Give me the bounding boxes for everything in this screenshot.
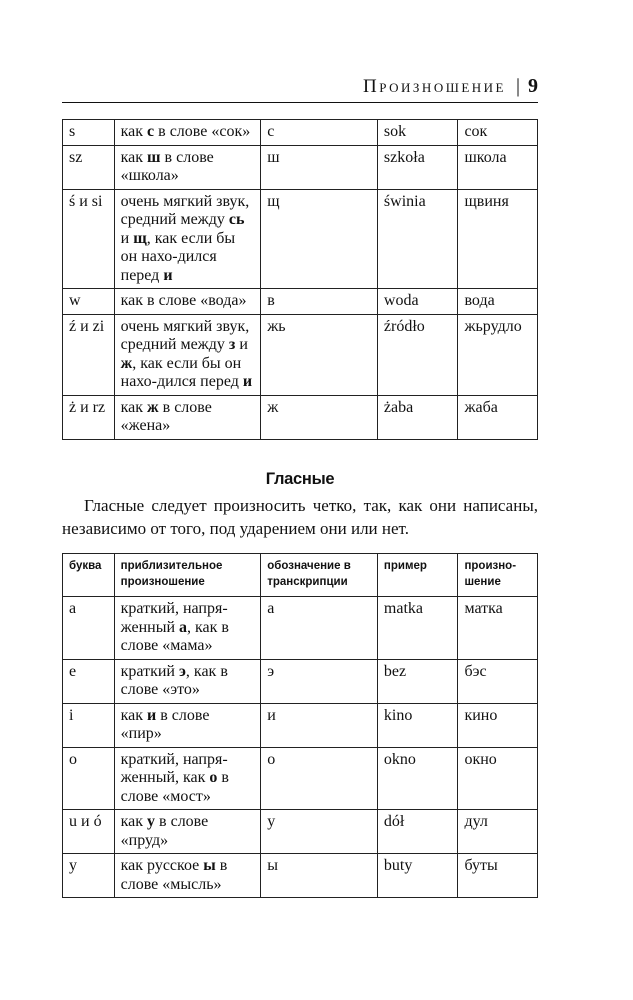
text-segment: в слове «пруд» <box>120 813 209 849</box>
pronunciation-cell <box>114 189 261 289</box>
vowel-row <box>63 597 538 660</box>
consonant-row <box>63 289 538 315</box>
pronunciation-cell <box>114 703 261 747</box>
bold-letter: и <box>242 373 253 390</box>
bold-letter: с <box>147 123 155 140</box>
pronunciation-cell <box>114 747 261 810</box>
pronunciation-cell <box>114 597 261 660</box>
bold-letter: ш <box>147 148 161 166</box>
pronunciation-cell <box>114 810 261 854</box>
text-segment: как русское <box>120 857 204 874</box>
letter-cell: u и ó <box>63 810 115 854</box>
transcription-cell: э <box>261 659 378 703</box>
text-segment: как в слове «вода» <box>120 292 247 309</box>
letter-cell: i <box>63 703 115 747</box>
text-segment: в слове «школа» <box>120 148 214 184</box>
consonants-table <box>62 119 538 440</box>
transcription-cell: у <box>261 810 378 854</box>
text-segment: как <box>120 706 148 724</box>
header-reading: произно-шение <box>458 554 538 597</box>
running-header-separator: | <box>515 75 520 97</box>
example-cell: źródło <box>377 314 458 395</box>
example-cell: woda <box>377 289 458 315</box>
text-segment: , как в слове «это» <box>120 662 228 698</box>
letter-cell: ż и rz <box>63 395 115 439</box>
bold-letter: ы <box>203 857 216 874</box>
text-segment: в слове «пир» <box>120 706 210 742</box>
reading-cell: щвиня <box>458 189 538 289</box>
transcription-cell: ш <box>261 145 378 189</box>
letter-cell: a <box>63 597 115 660</box>
vowels-heading: Гласные <box>265 470 335 488</box>
vowel-row <box>63 703 538 747</box>
vowels-intro-paragraph: Гласные следует произносить четко, так, как они написаны, независимо от того, под ударением они или нет. <box>62 496 538 538</box>
transcription-cell: с <box>261 120 378 146</box>
text-segment: , как если бы он нахо-дился перед <box>120 229 236 284</box>
example-cell: okno <box>377 747 458 810</box>
letter-cell: s <box>63 120 115 146</box>
reading-cell: матка <box>458 597 538 660</box>
transcription-cell: и <box>261 703 378 747</box>
text-segment: в слове «жена» <box>120 398 212 434</box>
consonant-row <box>63 120 538 146</box>
text-segment: очень мягкий звук, средний между <box>120 317 250 353</box>
vowels-table <box>62 553 538 898</box>
text-segment: , как если бы он нахо-дился перед <box>120 354 243 390</box>
bold-letter: у <box>147 813 156 830</box>
text-segment: и <box>235 336 248 353</box>
transcription-cell: ы <box>261 854 378 898</box>
reading-cell: окно <box>458 747 538 810</box>
vowel-row <box>63 659 538 703</box>
bold-letter: щ <box>133 229 147 247</box>
bold-letter: ж <box>147 398 159 416</box>
bold-letter: сь <box>228 211 245 228</box>
bold-letter: э <box>178 662 186 680</box>
letter-cell: y <box>63 854 115 898</box>
example-cell: kino <box>377 703 458 747</box>
reading-cell: дул <box>458 810 538 854</box>
text-segment: как <box>120 813 148 830</box>
vowels-header-row <box>63 554 538 597</box>
reading-cell: сок <box>458 120 538 146</box>
running-header-title: Произношение <box>363 76 506 97</box>
transcription-cell: ж <box>261 395 378 439</box>
vowel-row <box>63 810 538 854</box>
letter-cell: e <box>63 659 115 703</box>
reading-cell: жаба <box>458 395 538 439</box>
bold-letter: а <box>179 618 188 636</box>
reading-cell: школа <box>458 145 538 189</box>
header-letter: буква <box>63 554 115 597</box>
transcription-cell: в <box>261 289 378 315</box>
pronunciation-cell <box>114 395 261 439</box>
transcription-cell: жь <box>261 314 378 395</box>
letter-cell: ś и si <box>63 189 115 289</box>
transcription-cell: щ <box>261 189 378 289</box>
example-cell: świnia <box>377 189 458 289</box>
text-segment: и <box>120 229 134 247</box>
letter-cell: sz <box>63 145 115 189</box>
pronunciation-cell <box>114 314 261 395</box>
pronunciation-cell <box>114 854 261 898</box>
reading-cell: бэс <box>458 659 538 703</box>
header-pronunciation: приблизительное произношение <box>114 554 261 597</box>
text-segment: очень мягкий звук, средний между <box>120 192 250 228</box>
vowel-row <box>63 747 538 810</box>
text-segment: как <box>120 148 148 166</box>
bold-letter: з <box>228 336 236 353</box>
header-example: пример <box>377 554 458 597</box>
text-segment: краткий, напря-женный <box>120 600 228 636</box>
letter-cell: ź и zi <box>63 314 115 395</box>
text-segment: краткий, напря-женный, как <box>120 750 228 786</box>
reading-cell: вода <box>458 289 538 315</box>
text-segment: в слове «мост» <box>120 769 229 805</box>
pronunciation-cell <box>114 659 261 703</box>
text-segment: в слове «сок» <box>154 123 251 140</box>
consonant-row <box>63 395 538 439</box>
consonant-row <box>63 314 538 395</box>
letter-cell: o <box>63 747 115 810</box>
example-cell: sok <box>377 120 458 146</box>
transcription-cell: а <box>261 597 378 660</box>
example-cell: bez <box>377 659 458 703</box>
bold-letter: о <box>209 769 218 786</box>
text-segment: как <box>120 398 148 416</box>
bold-letter: и <box>147 706 157 724</box>
pronunciation-cell <box>114 145 261 189</box>
reading-cell: кино <box>458 703 538 747</box>
vowel-row <box>63 854 538 898</box>
consonant-row <box>63 189 538 289</box>
example-cell: szkoła <box>377 145 458 189</box>
page-number: 9 <box>528 75 538 97</box>
header-transcription: обозначение в транскрипции <box>261 554 378 597</box>
reading-cell: жьрудло <box>458 314 538 395</box>
example-cell: żaba <box>377 395 458 439</box>
bold-letter: ж <box>120 354 133 372</box>
bold-letter: и <box>163 266 173 284</box>
letter-cell: w <box>63 289 115 315</box>
consonant-row <box>63 145 538 189</box>
example-cell: dół <box>377 810 458 854</box>
transcription-cell: о <box>261 747 378 810</box>
text-segment: как <box>120 123 148 140</box>
pronunciation-cell <box>114 120 261 146</box>
pronunciation-cell <box>114 289 261 315</box>
text-segment: краткий <box>120 662 179 680</box>
text-segment: , как в слове «мама» <box>120 618 229 654</box>
example-cell: buty <box>377 854 458 898</box>
text-segment: в слове «мысль» <box>120 857 228 893</box>
running-header <box>62 73 538 103</box>
reading-cell: буты <box>458 854 538 898</box>
example-cell: matka <box>377 597 458 660</box>
